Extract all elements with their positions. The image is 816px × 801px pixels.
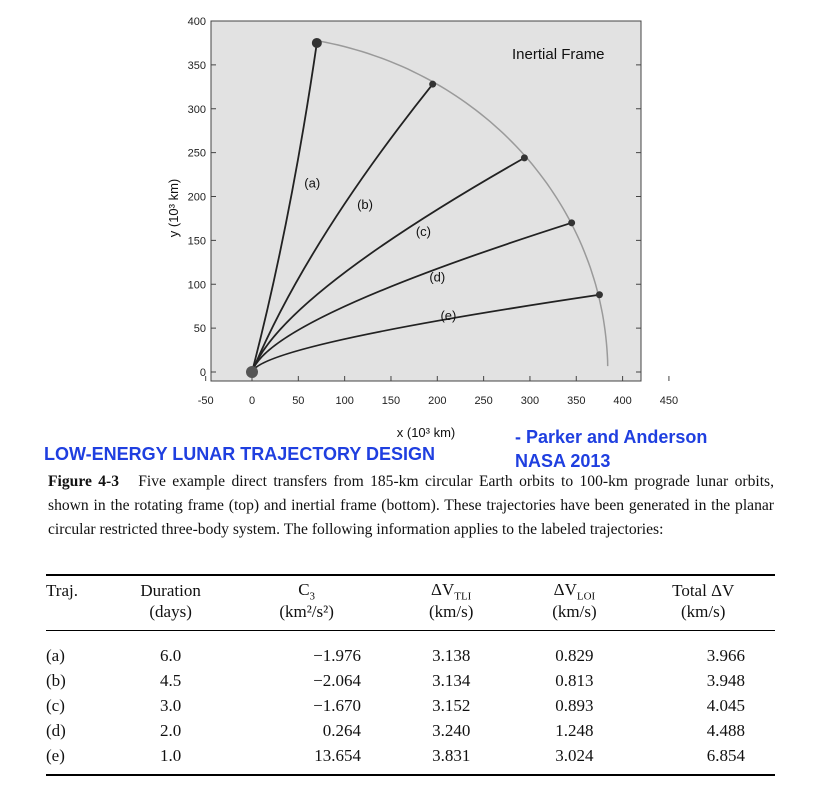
arrival-point <box>568 219 575 226</box>
table-cell: 4.045 <box>706 695 745 715</box>
table-cell: 3.966 <box>706 645 745 665</box>
table-cell: −2.064 <box>313 670 361 690</box>
x-tick-label: 350 <box>567 395 586 407</box>
y-axis-label: y (10³ km) <box>166 178 181 238</box>
x-tick-label: 450 <box>659 395 679 407</box>
table-cell: 6.0 <box>160 645 182 665</box>
table-cell: 1.248 <box>555 720 594 740</box>
table-cell: 13.654 <box>228 743 385 775</box>
x-tick-label: 50 <box>292 395 305 407</box>
x-tick-label: 300 <box>520 395 540 407</box>
arrival-point <box>596 291 603 298</box>
table-cell: 3.831 <box>385 743 517 775</box>
x-tick-label: 400 <box>613 395 632 407</box>
table-cell: 0.893 <box>555 695 594 715</box>
trajectory-table <box>46 574 775 776</box>
x-tick-label: -50 <box>197 395 214 407</box>
arrival-point <box>312 38 322 48</box>
table-cell: 2.0 <box>160 720 182 740</box>
plot-area <box>211 21 641 381</box>
trajectory-label: (a) <box>304 175 321 191</box>
trajectory-label: (e) <box>440 308 457 324</box>
caption-label: Figure 4-3 <box>48 473 120 490</box>
unit-dv-tli: (km/s) <box>385 602 517 631</box>
x-tick-label: 100 <box>335 395 354 407</box>
unit-dv-loi: (km/s) <box>517 602 631 631</box>
table-cell: 4.5 <box>160 670 182 690</box>
table-cell: (c) <box>46 695 65 715</box>
table-cell: 3.024 <box>517 743 631 775</box>
table-cell: 3.948 <box>706 670 745 690</box>
x-tick-label: 0 <box>248 395 256 407</box>
table-cell: 3.138 <box>432 645 471 665</box>
y-tick-label: 50 <box>193 323 206 336</box>
y-tick-label: 150 <box>187 235 206 248</box>
table-row <box>46 631 775 669</box>
table-cell: −1.976 <box>313 645 361 665</box>
table-row <box>46 693 775 718</box>
table-cell: 3.152 <box>432 695 471 715</box>
col-traj: Traj. <box>46 581 78 601</box>
trajectory-label: (d) <box>429 269 446 285</box>
table-cell: (d) <box>46 720 66 740</box>
table-cell: (e) <box>46 743 113 775</box>
x-tick-label: 200 <box>428 395 447 407</box>
banner-authors: - Parker and Anderson <box>515 427 708 447</box>
y-tick-label: 0 <box>199 367 206 379</box>
unit-duration: (days) <box>113 602 228 631</box>
arrival-point <box>521 154 528 161</box>
table-cell: 3.0 <box>160 695 182 715</box>
col-dv-loi: $\Delta V_{LOI}$ <box>553 580 596 603</box>
banner-source: NASA 2013 <box>515 451 611 471</box>
earth-marker <box>246 366 258 378</box>
table-cell: 0.829 <box>555 645 594 665</box>
y-tick-label: 250 <box>187 147 206 160</box>
table-cell: 0.813 <box>555 670 594 690</box>
y-tick-label: 300 <box>187 103 206 116</box>
y-tick-label: 100 <box>187 279 206 292</box>
col-c3: $C_3$ <box>298 580 316 603</box>
table-cell: 4.488 <box>706 720 745 740</box>
table-row <box>46 668 775 693</box>
x-tick-label: 250 <box>474 395 493 407</box>
banner-title: LOW-ENERGY LUNAR TRAJECTORY DESIGN <box>44 444 436 464</box>
table-cell: 6.854 <box>631 743 775 775</box>
unit-c3: (km²/s²) <box>228 602 385 631</box>
table-cell: (a) <box>46 645 65 665</box>
figure-caption <box>48 470 774 542</box>
x-tick-label: 150 <box>381 395 401 407</box>
table-cell: 0.264 <box>322 720 361 740</box>
y-tick-label: 350 <box>187 59 206 72</box>
unit-total-dv: (km/s) <box>631 602 775 631</box>
table-cell: (b) <box>46 670 66 690</box>
table-cell: 3.240 <box>432 720 471 740</box>
table-row <box>46 743 775 775</box>
col-duration: Duration <box>140 581 201 601</box>
table-cell: −1.670 <box>313 695 361 715</box>
arrival-point <box>429 81 436 88</box>
y-tick-label: 400 <box>187 16 206 28</box>
table-cell: 3.134 <box>432 670 471 690</box>
col-dv-tli: $\Delta V_{TLI}$ <box>431 580 472 603</box>
col-total-dv: Total ΔV <box>672 581 735 601</box>
table-row <box>46 718 775 743</box>
y-tick-label: 200 <box>187 191 206 204</box>
table-cell: 1.0 <box>113 743 228 775</box>
x-axis-label: x (10³ km) <box>396 425 456 440</box>
caption-text: Five example direct transfers from 185-km circular Earth orbits to 100-km prograde lunar orbits, shown in the rotating frame (top) and inertial frame (bottom). These trajectories have been generated in the planar circular restricted three-body system. The following information applies to the labeled trajectories: <box>48 473 774 538</box>
frame-label: Inertial Frame <box>512 46 605 63</box>
trajectory-label: (b) <box>357 196 373 212</box>
trajectory-label: (c) <box>415 223 431 239</box>
